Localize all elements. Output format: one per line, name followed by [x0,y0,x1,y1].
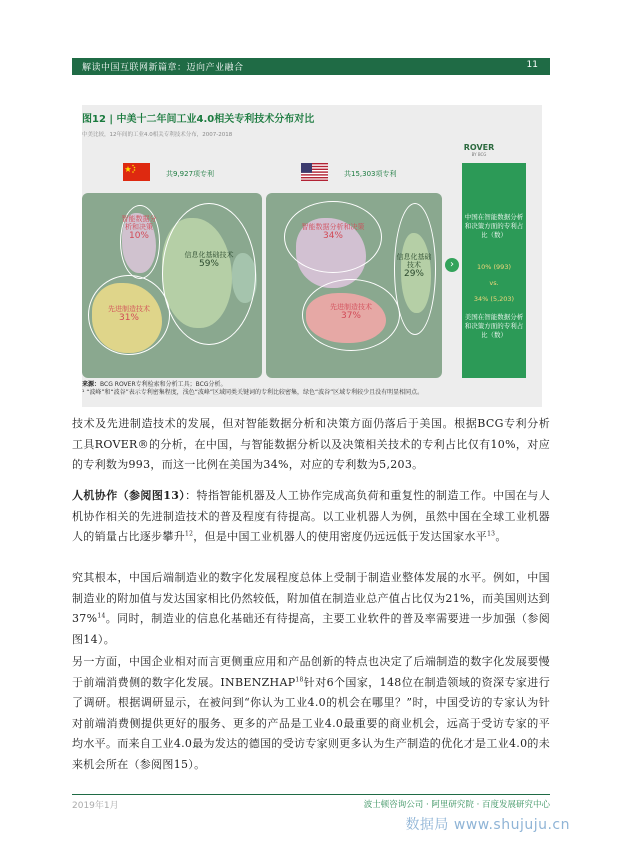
rover-logo-text: ROVER [463,143,495,152]
paragraph-2 [72,486,550,548]
footer-divider [72,794,550,795]
paragraph-1: 技术及先进制造技术的发展，但对智能数据分析和决策方面仍落后于美国。根据BCG专利分析工具ROVER®的分析，在中国，与智能数据分析以及决策相关技术的专利占比仅有10%，对应的专利数为993，而这一比例在美国为34%，对应的专利数为5,203。 [72,417,550,471]
rover-usa-value: 34% (5,203) [473,295,515,303]
usa-info-infra-label [396,253,432,279]
china-advanced-mfg-label [92,305,166,323]
china-flag-icon [123,163,150,181]
label-text: 信息化基础技术 [184,251,234,259]
label-text: 先进制造技术 [108,305,150,313]
footnote-ref: 13 [487,530,496,538]
label-pct: 29% [403,269,424,280]
rover-logo [455,143,503,157]
footnote-ref: 18 [295,675,304,683]
usa-data-analysis-label [290,223,376,241]
rover-summary-panel [462,163,526,378]
label-pct: 10% [128,231,149,242]
info-infra-zone [162,203,256,345]
label-pct: 34% [322,231,343,242]
paragraph-4-text-a: 另一方面，中国企业相对而言更侧重应用和产品创新的特点也决定了后端制造的数字化发展要慢于前端消费侧的数字化发展。INBENZHAP [72,655,550,689]
footnote-ref: 14 [97,612,106,620]
figure-source [82,381,542,397]
header-title: 解读中国互联网新篇章：迈向产业融合 [82,63,244,73]
header-bar [72,58,550,75]
paragraph-3-text-a: 究其根本，中国后端制造业的数字化发展程度总体上受制于制造业整体发展的水平。例如，中国制造业的附加值与发达国家相比仍然较低，附加值在制造业总产值占比仅为21%，而美国则达到37% [72,571,550,625]
figure-12 [82,105,542,407]
china-data-analysis-label [120,215,158,241]
figure-note: ¹ “波峰”和“波谷”表示专利密集程度，浅色“波峰”区域同类关键词的专利比较密集，绿色“波谷”区域专利较少且没有明显相同点。 [82,389,424,397]
rover-china-text: 中国在智能数据分析和决策方面的专利占比（数） [464,213,524,240]
paragraph-2-text-a: ：特指智能机器及人工协作完成高负荷和重复性的制造工作。中国在与人机协作相关的先进制造技术的普及程度有待提高。以工业机器人为例，虽然中国在全球工业机器人的销量占比逐步攀升 [72,489,550,543]
paragraph-4 [72,652,550,775]
chevron-right-icon: › [445,258,459,272]
figure-subtitle: 中美比较，12年间的工业4.0相关专利技术分布，2007-2018 [82,132,233,138]
footer-date: 2019年1月 [72,801,119,811]
paragraph-4-text-b: 针对6个国家，148位在制造领域的资深专家进行了调研。根据调研显示，在被问到“你认为工业4.0的机会在哪里？”时，中国受访的专家认为针对前端消费侧提供更好的服务、更多的产品是工业4.0最重要的商业机会，远高于受访专家的平均水平。而来自工业4.0最为发达的德国的受访专家则更多认为生产制造的优化才是工业4.0的未来机会所在（参阅图15）。 [72,675,550,771]
label-text: 信息化基础技术 [396,253,432,270]
label-text: 智能数据分析和决策 [121,215,157,232]
paragraph-3 [72,568,550,650]
label-pct: 59% [198,259,219,270]
china-patent-count: 共9,927项专利 [166,170,215,178]
page-number: 11 [526,60,538,70]
figure-title: 图12 | 中美十二年间工业4.0相关专利技术分布对比 [82,114,315,125]
watermark: 数据局 www.shujuju.cn [405,817,570,833]
source-label: 来源： [82,381,101,388]
rover-china-value: 10% (993) [477,263,511,271]
label-text: 先进制造技术 [330,303,372,311]
label-pct: 31% [118,313,139,324]
usa-advanced-mfg-label [308,303,394,321]
label-text: 智能数据分析和决策 [301,223,365,231]
usa-patent-map [266,193,442,378]
usa-flag-icon [301,163,328,181]
rover-vs: vs. [489,279,499,287]
usa-patent-count: 共15,303项专利 [344,170,397,178]
footer-organizations: 波士顿咨询公司 · 阿里研究院 · 百度发展研究中心 [363,800,550,810]
china-info-infra-label [174,251,244,269]
paragraph-3-text-b: 。同时，制造业的信息化基础还有待提高，主要工业软件的普及率需要进一步加强（参阅图14）。 [72,612,550,646]
paragraph-2-text-b: ，但是中国工业机器人的使用密度仍远远低于发达国家水平 [193,530,488,543]
paragraph-2-heading: 人机协作（参阅图13） [72,489,186,502]
label-pct: 37% [340,311,361,322]
paragraph-2-text-c: 。 [495,530,507,543]
china-patent-map [82,193,262,378]
rover-logo-sub: BY BCG [471,152,487,157]
footnote-ref: 12 [185,530,194,538]
rover-usa-text: 美国在智能数据分析和决策方面的专利占比（数） [464,313,524,340]
source-text: BCG ROVER专利检索和分析工具；BCG分析。 [100,381,227,388]
